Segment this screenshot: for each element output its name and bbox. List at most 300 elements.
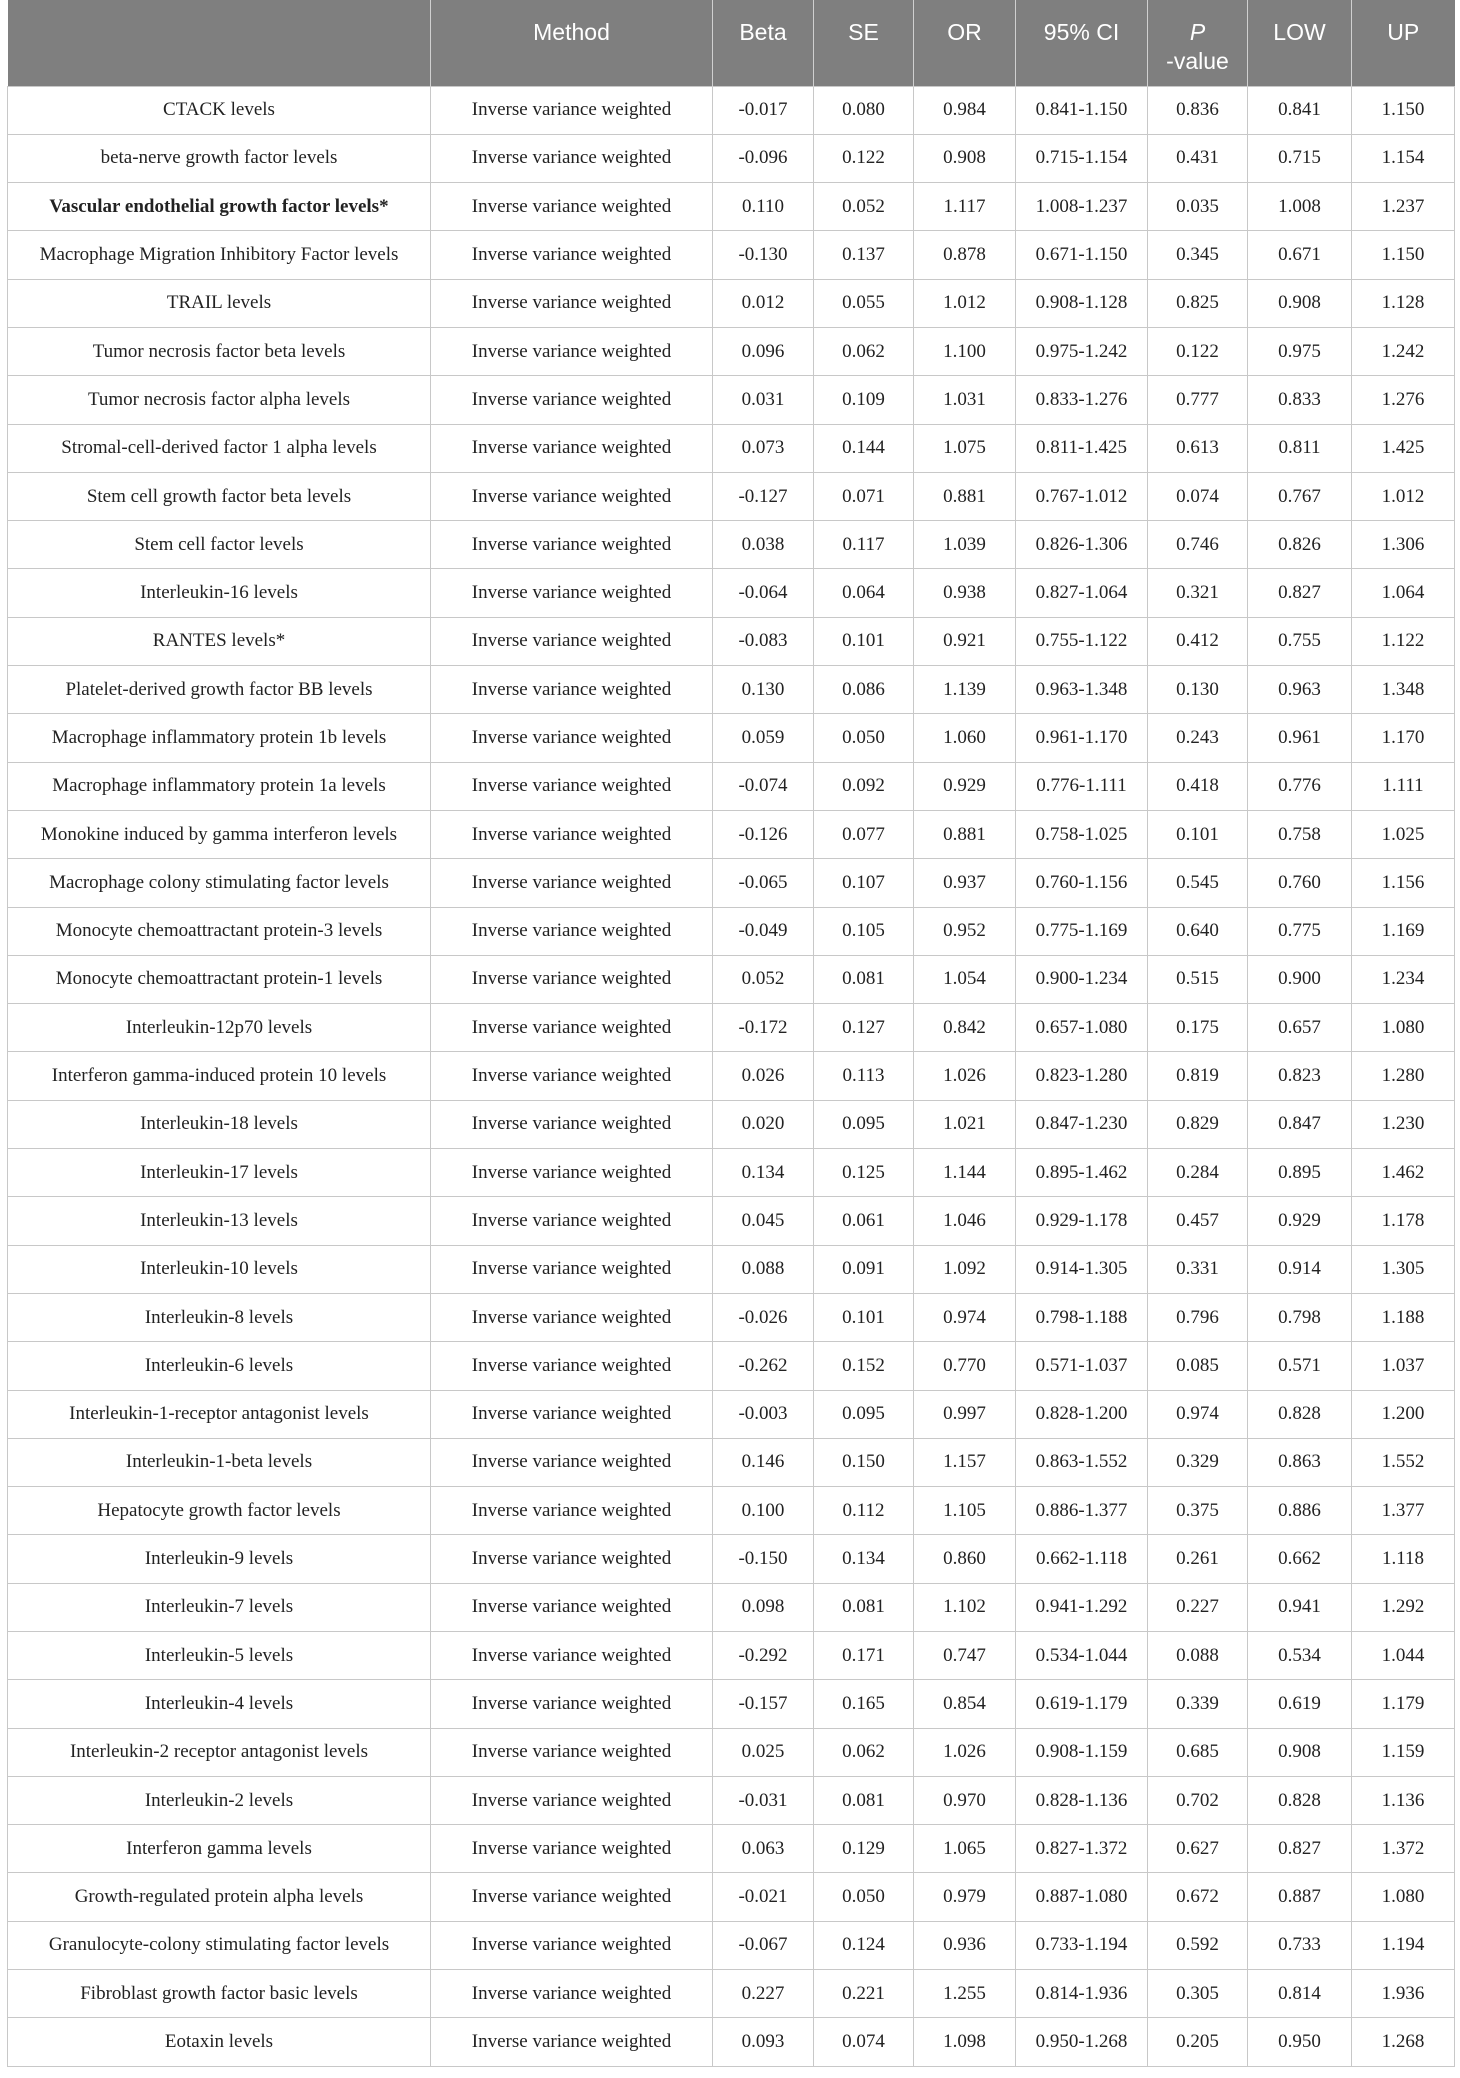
cell-exposure: Interleukin-1-receptor antagonist levels — [8, 1390, 431, 1438]
cell-method: Inverse variance weighted — [431, 1052, 713, 1100]
cell-se: 0.221 — [814, 1970, 914, 2018]
cell-beta: 0.063 — [713, 1825, 814, 1873]
cell-low: 0.929 — [1248, 1197, 1352, 1245]
cell-low: 0.571 — [1248, 1342, 1352, 1390]
table-row — [8, 1632, 1455, 1680]
cell-p-value: 0.305 — [1148, 1970, 1248, 2018]
cell-se: 0.122 — [814, 134, 914, 182]
cell-ci: 0.811-1.425 — [1016, 424, 1148, 472]
cell-low: 0.900 — [1248, 955, 1352, 1003]
cell-or: 1.098 — [914, 2018, 1016, 2066]
header-ci: 95% CI — [1016, 0, 1148, 86]
cell-up: 1.178 — [1352, 1197, 1455, 1245]
cell-p-value: 0.261 — [1148, 1535, 1248, 1583]
cell-low: 0.775 — [1248, 907, 1352, 955]
cell-ci: 0.975-1.242 — [1016, 327, 1148, 375]
cell-method: Inverse variance weighted — [431, 327, 713, 375]
cell-low: 0.963 — [1248, 666, 1352, 714]
cell-exposure: Interleukin-7 levels — [8, 1583, 431, 1631]
cell-low: 0.908 — [1248, 1728, 1352, 1776]
cell-ci: 0.828-1.136 — [1016, 1776, 1148, 1824]
cell-p-value: 0.074 — [1148, 472, 1248, 520]
cell-p-value: 0.088 — [1148, 1632, 1248, 1680]
cell-ci: 0.671-1.150 — [1016, 231, 1148, 279]
cell-beta: -0.172 — [713, 1004, 814, 1052]
cell-beta: -0.292 — [713, 1632, 814, 1680]
cell-p-value: 0.431 — [1148, 134, 1248, 182]
cell-se: 0.091 — [814, 1245, 914, 1293]
table-row — [8, 714, 1455, 762]
cell-low: 0.733 — [1248, 1921, 1352, 1969]
cell-up: 1.552 — [1352, 1438, 1455, 1486]
header-method: Method — [431, 0, 713, 86]
cell-se: 0.137 — [814, 231, 914, 279]
cell-beta: -0.127 — [713, 472, 814, 520]
cell-se: 0.125 — [814, 1149, 914, 1197]
cell-up: 1.462 — [1352, 1149, 1455, 1197]
header-up: UP — [1352, 0, 1455, 86]
cell-ci: 0.941-1.292 — [1016, 1583, 1148, 1631]
cell-exposure: Interleukin-4 levels — [8, 1680, 431, 1728]
cell-ci: 0.929-1.178 — [1016, 1197, 1148, 1245]
cell-exposure: Interleukin-9 levels — [8, 1535, 431, 1583]
cell-p-value: 0.101 — [1148, 810, 1248, 858]
table-row — [8, 134, 1455, 182]
table-row — [8, 859, 1455, 907]
cell-or: 1.012 — [914, 279, 1016, 327]
cell-exposure: Eotaxin levels — [8, 2018, 431, 2066]
cell-p-value: 0.205 — [1148, 2018, 1248, 2066]
cell-beta: 0.025 — [713, 1728, 814, 1776]
cell-ci: 0.619-1.179 — [1016, 1680, 1148, 1728]
table-row — [8, 1004, 1455, 1052]
cell-beta: 0.110 — [713, 183, 814, 231]
cell-up: 1.200 — [1352, 1390, 1455, 1438]
cell-exposure: Tumor necrosis factor beta levels — [8, 327, 431, 375]
cell-low: 0.828 — [1248, 1390, 1352, 1438]
cell-method: Inverse variance weighted — [431, 279, 713, 327]
cell-se: 0.092 — [814, 762, 914, 810]
table-row — [8, 521, 1455, 569]
cell-se: 0.081 — [814, 1776, 914, 1824]
cell-p-value: 0.457 — [1148, 1197, 1248, 1245]
cell-se: 0.109 — [814, 376, 914, 424]
cell-ci: 0.715-1.154 — [1016, 134, 1148, 182]
cell-low: 0.847 — [1248, 1100, 1352, 1148]
cell-p-value: 0.825 — [1148, 279, 1248, 327]
cell-or: 1.105 — [914, 1487, 1016, 1535]
cell-or: 0.878 — [914, 231, 1016, 279]
cell-method: Inverse variance weighted — [431, 1245, 713, 1293]
cell-p-value: 0.284 — [1148, 1149, 1248, 1197]
cell-se: 0.050 — [814, 1873, 914, 1921]
cell-se: 0.101 — [814, 1293, 914, 1341]
header-se: SE — [814, 0, 914, 86]
cell-up: 1.372 — [1352, 1825, 1455, 1873]
cell-beta: -0.064 — [713, 569, 814, 617]
cell-method: Inverse variance weighted — [431, 1197, 713, 1245]
table-row — [8, 1293, 1455, 1341]
cell-ci: 0.776-1.111 — [1016, 762, 1148, 810]
cell-se: 0.107 — [814, 859, 914, 907]
cell-method: Inverse variance weighted — [431, 134, 713, 182]
cell-low: 0.827 — [1248, 1825, 1352, 1873]
cell-beta: -0.026 — [713, 1293, 814, 1341]
cell-exposure: RANTES levels* — [8, 617, 431, 665]
cell-exposure: Interleukin-2 levels — [8, 1776, 431, 1824]
header-p-value — [1148, 0, 1248, 86]
cell-low: 0.908 — [1248, 279, 1352, 327]
cell-ci: 0.863-1.552 — [1016, 1438, 1148, 1486]
table-row — [8, 1728, 1455, 1776]
cell-p-value: 0.672 — [1148, 1873, 1248, 1921]
cell-method: Inverse variance weighted — [431, 1487, 713, 1535]
cell-exposure: Growth-regulated protein alpha levels — [8, 1873, 431, 1921]
cell-or: 0.854 — [914, 1680, 1016, 1728]
cell-up: 1.268 — [1352, 2018, 1455, 2066]
cell-se: 0.129 — [814, 1825, 914, 1873]
cell-low: 0.798 — [1248, 1293, 1352, 1341]
cell-ci: 0.534-1.044 — [1016, 1632, 1148, 1680]
table-row — [8, 1776, 1455, 1824]
cell-low: 1.008 — [1248, 183, 1352, 231]
cell-method: Inverse variance weighted — [431, 666, 713, 714]
cell-low: 0.886 — [1248, 1487, 1352, 1535]
cell-ci: 0.571-1.037 — [1016, 1342, 1148, 1390]
cell-se: 0.165 — [814, 1680, 914, 1728]
cell-or: 1.144 — [914, 1149, 1016, 1197]
cell-beta: -0.067 — [713, 1921, 814, 1969]
cell-beta: 0.012 — [713, 279, 814, 327]
table-row — [8, 762, 1455, 810]
cell-low: 0.715 — [1248, 134, 1352, 182]
cell-se: 0.080 — [814, 86, 914, 134]
cell-exposure: Platelet-derived growth factor BB levels — [8, 666, 431, 714]
cell-low: 0.755 — [1248, 617, 1352, 665]
cell-or: 1.102 — [914, 1583, 1016, 1631]
cell-p-value: 0.685 — [1148, 1728, 1248, 1776]
cell-se: 0.105 — [814, 907, 914, 955]
cell-low: 0.863 — [1248, 1438, 1352, 1486]
cell-ci: 0.775-1.169 — [1016, 907, 1148, 955]
cell-or: 1.092 — [914, 1245, 1016, 1293]
header-row — [8, 0, 1455, 86]
cell-ci: 0.908-1.159 — [1016, 1728, 1148, 1776]
table-row — [8, 1825, 1455, 1873]
cell-se: 0.071 — [814, 472, 914, 520]
table-row — [8, 1487, 1455, 1535]
cell-method: Inverse variance weighted — [431, 1342, 713, 1390]
cell-beta: -0.096 — [713, 134, 814, 182]
cell-se: 0.095 — [814, 1390, 914, 1438]
cell-p-value: 0.175 — [1148, 1004, 1248, 1052]
cell-exposure: Monocyte chemoattractant protein-1 levels — [8, 955, 431, 1003]
table-row — [8, 907, 1455, 955]
cell-method: Inverse variance weighted — [431, 1438, 713, 1486]
cell-exposure: Interleukin-13 levels — [8, 1197, 431, 1245]
cell-or: 0.936 — [914, 1921, 1016, 1969]
table-row — [8, 1970, 1455, 2018]
cell-se: 0.127 — [814, 1004, 914, 1052]
cell-up: 1.128 — [1352, 279, 1455, 327]
cell-p-value: 0.640 — [1148, 907, 1248, 955]
cell-method: Inverse variance weighted — [431, 1921, 713, 1969]
cell-p-value: 0.345 — [1148, 231, 1248, 279]
cell-low: 0.619 — [1248, 1680, 1352, 1728]
cell-or: 1.060 — [914, 714, 1016, 762]
cell-low: 0.657 — [1248, 1004, 1352, 1052]
cell-exposure: Interferon gamma levels — [8, 1825, 431, 1873]
table-row — [8, 1390, 1455, 1438]
cell-up: 1.280 — [1352, 1052, 1455, 1100]
header-beta: Beta — [713, 0, 814, 86]
cell-se: 0.101 — [814, 617, 914, 665]
table-row — [8, 2018, 1455, 2066]
cell-p-value: 0.613 — [1148, 424, 1248, 472]
cell-low: 0.814 — [1248, 1970, 1352, 2018]
cell-or: 0.921 — [914, 617, 1016, 665]
cell-method: Inverse variance weighted — [431, 1390, 713, 1438]
cell-ci: 0.823-1.280 — [1016, 1052, 1148, 1100]
cell-method: Inverse variance weighted — [431, 955, 713, 1003]
cell-or: 0.974 — [914, 1293, 1016, 1341]
cell-exposure: Interleukin-12p70 levels — [8, 1004, 431, 1052]
cell-p-value: 0.412 — [1148, 617, 1248, 665]
cell-p-value: 0.339 — [1148, 1680, 1248, 1728]
cell-method: Inverse variance weighted — [431, 569, 713, 617]
cell-p-value: 0.375 — [1148, 1487, 1248, 1535]
cell-up: 1.377 — [1352, 1487, 1455, 1535]
table-row — [8, 1535, 1455, 1583]
cell-up: 1.169 — [1352, 907, 1455, 955]
cell-beta: 0.020 — [713, 1100, 814, 1148]
cell-or: 0.938 — [914, 569, 1016, 617]
cell-up: 1.080 — [1352, 1004, 1455, 1052]
cell-up: 1.305 — [1352, 1245, 1455, 1293]
cell-up: 1.425 — [1352, 424, 1455, 472]
cell-exposure: Interleukin-1-beta levels — [8, 1438, 431, 1486]
table-row — [8, 279, 1455, 327]
cell-up: 1.136 — [1352, 1776, 1455, 1824]
table-row — [8, 1583, 1455, 1631]
cell-beta: -0.262 — [713, 1342, 814, 1390]
cell-up: 1.936 — [1352, 1970, 1455, 2018]
cell-low: 0.941 — [1248, 1583, 1352, 1631]
cell-p-value: 0.974 — [1148, 1390, 1248, 1438]
cell-or: 1.139 — [914, 666, 1016, 714]
cell-or: 0.881 — [914, 472, 1016, 520]
cell-method: Inverse variance weighted — [431, 1583, 713, 1631]
cell-or: 0.984 — [914, 86, 1016, 134]
cell-method: Inverse variance weighted — [431, 907, 713, 955]
cell-p-value: 0.085 — [1148, 1342, 1248, 1390]
cell-low: 0.823 — [1248, 1052, 1352, 1100]
cell-ci: 0.798-1.188 — [1016, 1293, 1148, 1341]
cell-exposure: Monokine induced by gamma interferon levels — [8, 810, 431, 858]
header-p-italic: P — [1189, 19, 1206, 45]
cell-beta: -0.074 — [713, 762, 814, 810]
cell-se: 0.062 — [814, 327, 914, 375]
cell-or: 0.937 — [914, 859, 1016, 907]
cell-ci: 0.841-1.150 — [1016, 86, 1148, 134]
cell-low: 0.950 — [1248, 2018, 1352, 2066]
cell-low: 0.767 — [1248, 472, 1352, 520]
table-row — [8, 376, 1455, 424]
cell-exposure: Interleukin-17 levels — [8, 1149, 431, 1197]
cell-exposure: Macrophage inflammatory protein 1a levels — [8, 762, 431, 810]
cell-method: Inverse variance weighted — [431, 714, 713, 762]
cell-or: 0.908 — [914, 134, 1016, 182]
cell-ci: 0.755-1.122 — [1016, 617, 1148, 665]
cell-ci: 0.828-1.200 — [1016, 1390, 1148, 1438]
cell-method: Inverse variance weighted — [431, 762, 713, 810]
table-row — [8, 1052, 1455, 1100]
cell-se: 0.062 — [814, 1728, 914, 1776]
cell-or: 0.952 — [914, 907, 1016, 955]
cell-method: Inverse variance weighted — [431, 617, 713, 665]
cell-exposure: Interleukin-5 levels — [8, 1632, 431, 1680]
table-row — [8, 617, 1455, 665]
cell-low: 0.828 — [1248, 1776, 1352, 1824]
cell-method: Inverse variance weighted — [431, 521, 713, 569]
cell-up: 1.188 — [1352, 1293, 1455, 1341]
cell-se: 0.064 — [814, 569, 914, 617]
cell-method: Inverse variance weighted — [431, 1632, 713, 1680]
cell-up: 1.122 — [1352, 617, 1455, 665]
cell-or: 1.100 — [914, 327, 1016, 375]
cell-ci: 0.657-1.080 — [1016, 1004, 1148, 1052]
cell-beta: -0.049 — [713, 907, 814, 955]
cell-method: Inverse variance weighted — [431, 1680, 713, 1728]
cell-up: 1.230 — [1352, 1100, 1455, 1148]
cell-exposure: Macrophage inflammatory protein 1b levels — [8, 714, 431, 762]
cell-up: 1.292 — [1352, 1583, 1455, 1631]
cell-method: Inverse variance weighted — [431, 859, 713, 907]
cell-se: 0.171 — [814, 1632, 914, 1680]
cell-ci: 0.887-1.080 — [1016, 1873, 1148, 1921]
cell-up: 1.348 — [1352, 666, 1455, 714]
table-row — [8, 666, 1455, 714]
results-table — [7, 0, 1455, 2067]
table-row — [8, 1342, 1455, 1390]
cell-p-value: 0.746 — [1148, 521, 1248, 569]
cell-beta: 0.038 — [713, 521, 814, 569]
cell-beta: -0.003 — [713, 1390, 814, 1438]
table-row — [8, 1245, 1455, 1293]
cell-exposure: Monocyte chemoattractant protein-3 levels — [8, 907, 431, 955]
cell-exposure: Fibroblast growth factor basic levels — [8, 1970, 431, 2018]
table-row — [8, 183, 1455, 231]
cell-ci: 0.662-1.118 — [1016, 1535, 1148, 1583]
cell-se: 0.113 — [814, 1052, 914, 1100]
cell-exposure: Granulocyte-colony stimulating factor levels — [8, 1921, 431, 1969]
cell-p-value: 0.227 — [1148, 1583, 1248, 1631]
cell-exposure: Stromal-cell-derived factor 1 alpha levels — [8, 424, 431, 472]
cell-p-value: 0.777 — [1148, 376, 1248, 424]
cell-or: 1.039 — [914, 521, 1016, 569]
cell-ci: 0.963-1.348 — [1016, 666, 1148, 714]
cell-exposure: Interleukin-6 levels — [8, 1342, 431, 1390]
cell-low: 0.671 — [1248, 231, 1352, 279]
table-row — [8, 86, 1455, 134]
cell-se: 0.144 — [814, 424, 914, 472]
cell-up: 1.156 — [1352, 859, 1455, 907]
cell-or: 1.117 — [914, 183, 1016, 231]
cell-up: 1.150 — [1352, 231, 1455, 279]
cell-ci: 0.733-1.194 — [1016, 1921, 1148, 1969]
cell-exposure: Hepatocyte growth factor levels — [8, 1487, 431, 1535]
cell-beta: 0.146 — [713, 1438, 814, 1486]
cell-p-value: 0.796 — [1148, 1293, 1248, 1341]
cell-p-value: 0.545 — [1148, 859, 1248, 907]
table-row — [8, 327, 1455, 375]
cell-se: 0.052 — [814, 183, 914, 231]
cell-beta: 0.130 — [713, 666, 814, 714]
cell-beta: 0.134 — [713, 1149, 814, 1197]
cell-exposure: Interferon gamma-induced protein 10 levels — [8, 1052, 431, 1100]
cell-ci: 1.008-1.237 — [1016, 183, 1148, 231]
cell-up: 1.111 — [1352, 762, 1455, 810]
table-row — [8, 1438, 1455, 1486]
cell-method: Inverse variance weighted — [431, 1728, 713, 1776]
cell-beta: 0.059 — [713, 714, 814, 762]
cell-exposure: beta-nerve growth factor levels — [8, 134, 431, 182]
cell-ci: 0.900-1.234 — [1016, 955, 1148, 1003]
cell-p-value: 0.836 — [1148, 86, 1248, 134]
table-row — [8, 1149, 1455, 1197]
cell-or: 0.979 — [914, 1873, 1016, 1921]
cell-exposure: Tumor necrosis factor alpha levels — [8, 376, 431, 424]
cell-beta: -0.126 — [713, 810, 814, 858]
cell-se: 0.152 — [814, 1342, 914, 1390]
cell-ci: 0.826-1.306 — [1016, 521, 1148, 569]
cell-beta: -0.021 — [713, 1873, 814, 1921]
cell-beta: 0.100 — [713, 1487, 814, 1535]
cell-low: 0.841 — [1248, 86, 1352, 134]
cell-up: 1.150 — [1352, 86, 1455, 134]
cell-or: 0.881 — [914, 810, 1016, 858]
cell-p-value: 0.035 — [1148, 183, 1248, 231]
cell-low: 0.826 — [1248, 521, 1352, 569]
cell-low: 0.914 — [1248, 1245, 1352, 1293]
cell-or: 0.997 — [914, 1390, 1016, 1438]
cell-se: 0.150 — [814, 1438, 914, 1486]
cell-beta: 0.098 — [713, 1583, 814, 1631]
cell-up: 1.306 — [1352, 521, 1455, 569]
table-row — [8, 1680, 1455, 1728]
cell-low: 0.776 — [1248, 762, 1352, 810]
cell-beta: -0.150 — [713, 1535, 814, 1583]
cell-p-value: 0.627 — [1148, 1825, 1248, 1873]
table-row — [8, 472, 1455, 520]
cell-beta: -0.017 — [713, 86, 814, 134]
cell-up: 1.170 — [1352, 714, 1455, 762]
cell-beta: 0.227 — [713, 1970, 814, 2018]
cell-beta: -0.031 — [713, 1776, 814, 1824]
cell-method: Inverse variance weighted — [431, 2018, 713, 2066]
cell-up: 1.025 — [1352, 810, 1455, 858]
cell-beta: 0.052 — [713, 955, 814, 1003]
header-exposure — [8, 0, 431, 86]
table-row — [8, 1921, 1455, 1969]
cell-ci: 0.827-1.064 — [1016, 569, 1148, 617]
cell-method: Inverse variance weighted — [431, 472, 713, 520]
cell-up: 1.080 — [1352, 1873, 1455, 1921]
cell-p-value: 0.329 — [1148, 1438, 1248, 1486]
table-row — [8, 1197, 1455, 1245]
cell-ci: 0.760-1.156 — [1016, 859, 1148, 907]
cell-beta: 0.026 — [713, 1052, 814, 1100]
